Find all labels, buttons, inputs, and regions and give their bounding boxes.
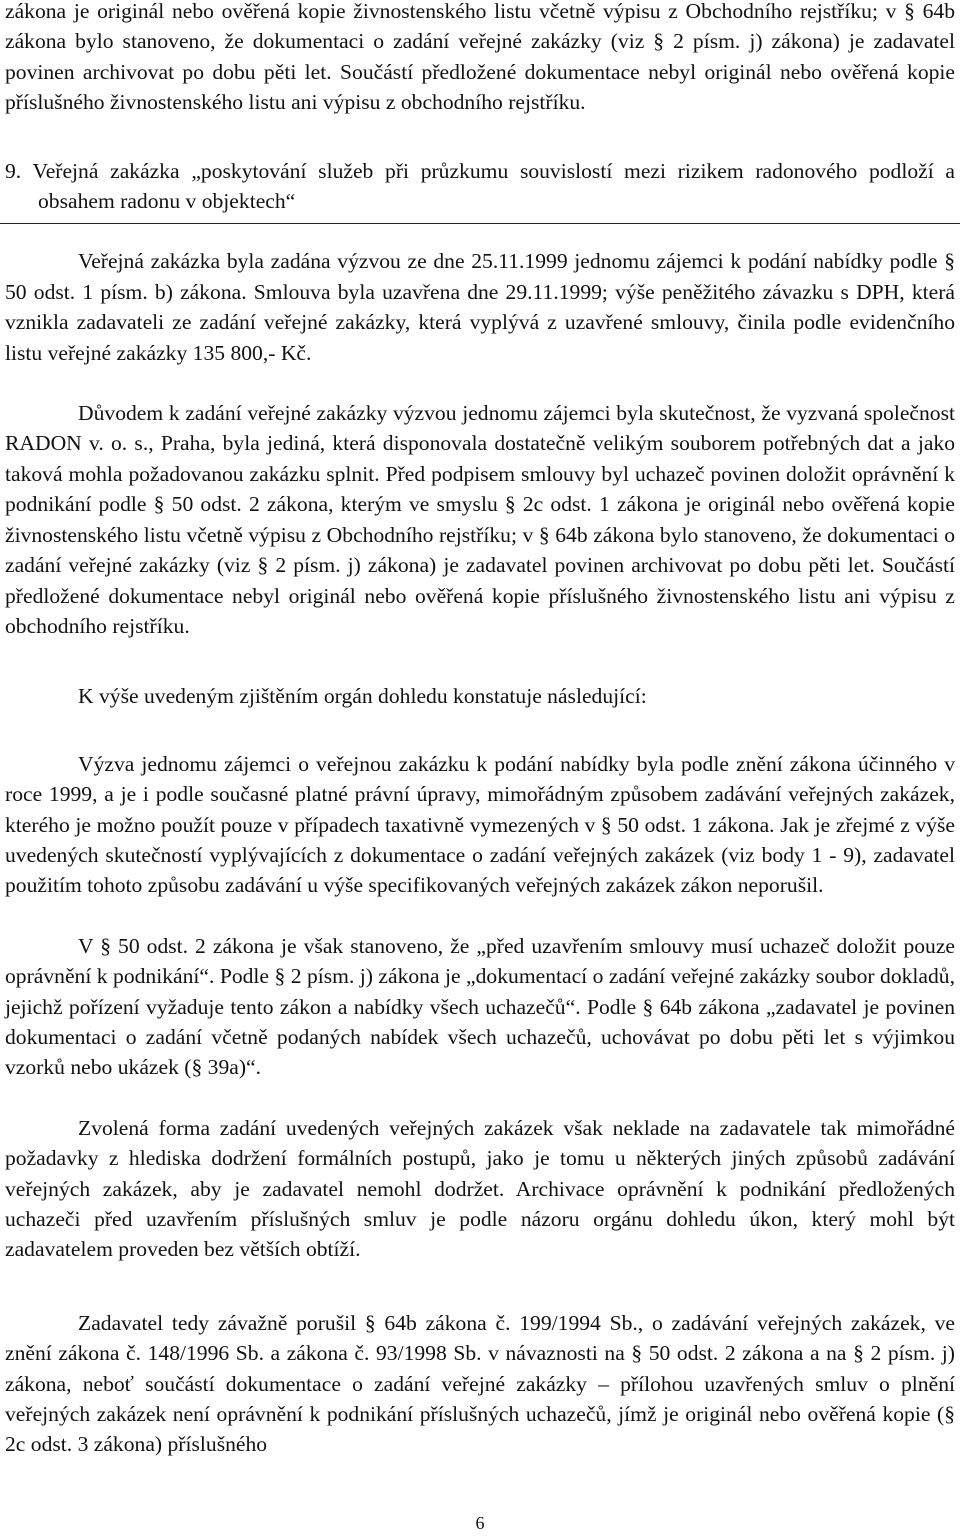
paragraph-chosen-form: Zvolená forma zadání uvedených veřejných zakázek však neklade na zadavatele tak mimořádné požadavky z hlediska dodržení formálních postupů, jako je tomu u některých jiných způsobů zadávání veřejných zakázek, aby je zadavatel nemohl dodržet. Archivace oprávnění k podnikání předložených uchazeči před uzavřením příslušných smluv je podle názoru orgánu dohledu úkon, který mohl být zadavatelem proveden bez větších obtíží. xyxy=(5,1115,955,1262)
page-number: 6 xyxy=(475,1513,485,1533)
section-divider xyxy=(0,223,960,224)
paragraph-reason: Důvodem k zadání veřejné zakázky výzvou jednomu zájemci byla skutečnost, že vyzvaná společnost RADON v. o. s., Praha, byla jediná, která disponovala dostatečně velikým souborem potřebných dat a jako taková mohla požadovanou zakázku splnit. Před podpisem smlouvy byl uchazeč povinen doložit oprávnění k podnikání podle § 50 odst. 2 zákona, kterým ve smyslu § 2c odst. 1 zákona je originál nebo ověřená kopie živnostenského listu včetně výpisu z Obchodního rejstříku; v § 64b zákona bylo stanoveno, že dokumentaci o zadání veřejné zakázky (viz § 2 písm. j) zákona) je zadavatel povinen archivovat po dobu pěti let. Součástí předložené dokumentace nebyl originál nebo ověřená kopie příslušného živnostenského listu ani výpisu z obchodního rejstříku. xyxy=(5,401,955,638)
paragraph-intro: zákona je originál nebo ověřená kopie živnostenského listu včetně výpisu z Obchodního rejstříku; v § 64b zákona bylo stanoveno, že dokumentaci o zadání veřejné zakázky (viz § 2 písm. j) zákona) je zadavatel povinen archivovat po dobu pěti let. Součástí předložené dokumentace nebyl originál nebo ověřená kopie příslušného živnostenského listu ani výpisu z obchodního rejstříku. xyxy=(5,0,955,115)
paragraph-award: Veřejná zakázka byla zadána výzvou ze dne 25.11.1999 jednomu zájemci k podání nabídky podle § 50 odst. 1 písm. b) zákona. Smlouva byla uzavřena dne 29.11.1999; výše peněžitého závazku s DPH, která vznikla zadavateli ze zadání veřejné zakázky, která vyplývá z uzavřené smlouvy, činila podle evidenčního listu veřejné zakázky 135 800,- Kč. xyxy=(5,249,955,365)
section-heading-9: 9. Veřejná zakázka „poskytování služeb při průzkumu souvislostí mezi rizikem radonového podloží a obsahem radonu v objektech“ xyxy=(5,158,955,214)
document-page xyxy=(5,0,955,1460)
paragraph-call-for-offer: Výzva jednomu zájemci o veřejnou zakázku k podání nabídky byla podle znění zákona účinného v roce 1999, a je i podle současné platné právní úpravy, mimořádným způsobem zadávání veřejných zakázek, kterého je možno použít pouze v případech taxativně vymezených v § 50 odst. 1 zákona. Jak je zřejmé z výše uvedených skutečností vyplývajících z dokumentace o zadání veřejných zakázek (viz body 1 - 9), zadavatel použitím tohoto způsobu zadávání u výše specifikovaných veřejných zakázek zákon neporušil. xyxy=(5,751,955,898)
paragraph-violation: Zadavatel tedy závažně porušil § 64b zákona č. 199/1994 Sb., o zadávání veřejných zakázek, ve znění zákona č. 148/1996 Sb. a zákona č. 93/1998 Sb. v návaznosti na § 50 odst. 2 zákona a na § 2 písm. j) zákona, neboť součástí dokumentace o zadání veřejné zakázky – přílohou uzavřených smluv o plnění veřejných zakázek není oprávnění k podnikání příslušných uchazečů, jímž je originál nebo ověřená kopie (§ 2c odst. 3 zákona) příslušného xyxy=(5,1310,955,1457)
paragraph-conclusion-heading: K výše uvedeným zjištěním orgán dohledu konstatuje následující: xyxy=(78,684,647,709)
paragraph-section-50: V § 50 odst. 2 zákona je však stanoveno, že „před uzavřením smlouvy musí uchazeč doložit pouze oprávnění k podnikání“. Podle § 2 písm. j) zákona je „dokumentací o zadání veřejné zakázky soubor dokladů, jejichž pořízení vyžaduje tento zákon a nabídky všech uchazečů“. Podle § 64b zákona „zadavatel je povinen dokumentaci o zadání včetně podaných nabídek všech uchazečů, uchovávat po dobu pěti let s výjimkou vzorků nebo ukázek (§ 39a)“. xyxy=(5,933,955,1080)
